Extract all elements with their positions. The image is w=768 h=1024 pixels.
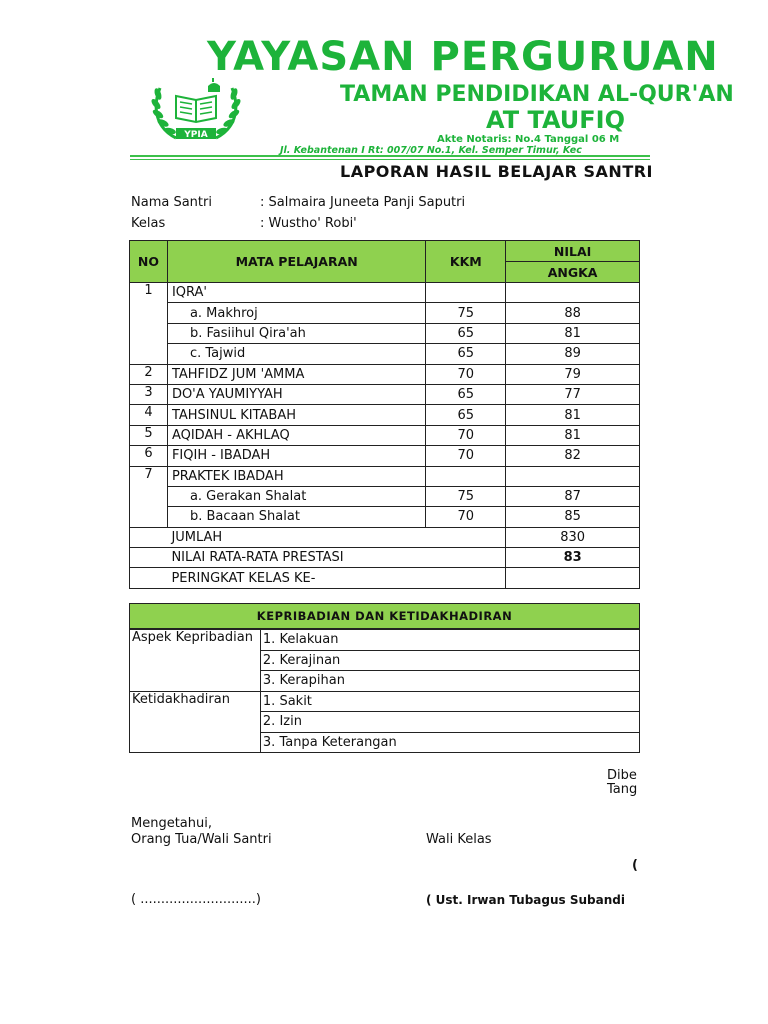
school-name: TAMAN PENDIDIKAN AL-QUR'AN	[340, 82, 734, 107]
subject-name: a. Makhroj	[167, 303, 425, 323]
row-number: 3	[130, 384, 168, 404]
total-label: JUMLAH	[167, 527, 505, 547]
score-value: 81	[506, 405, 640, 425]
kkm-value: 75	[426, 486, 506, 506]
grade-row	[130, 344, 640, 364]
col-header-subject: MATA PELAJARAN	[167, 241, 425, 283]
foundation-title: YAYASAN PERGURUAN	[207, 34, 719, 80]
subject-name: FIQIH - IBADAH	[167, 446, 425, 466]
school-name-2: AT TAUFIQ	[486, 106, 625, 134]
kkm-value: 70	[426, 425, 506, 445]
absence-item: 3. Tanpa Keterangan	[260, 732, 639, 753]
grade-row	[130, 283, 640, 303]
subject-name: c. Tajwid	[167, 344, 425, 364]
header-divider	[130, 155, 650, 157]
subject-name: DO'A YAUMIYYAH	[167, 384, 425, 404]
notary-info: Akte Notaris: No.4 Tanggal 06 M	[437, 134, 620, 145]
header-divider-thin	[130, 159, 650, 160]
subject-name: PRAKTEK IBADAH	[167, 466, 425, 486]
kkm-value	[426, 466, 506, 486]
kkm-value: 65	[426, 344, 506, 364]
score-value: 79	[506, 364, 640, 384]
class-value: : Wustho' Robi'	[260, 216, 357, 231]
average-label: NILAI RATA-RATA PRESTASI	[167, 548, 505, 568]
grade-row	[130, 425, 640, 445]
kkm-value: 70	[426, 446, 506, 466]
row-number: 1	[130, 283, 168, 365]
class-label: Kelas	[131, 216, 166, 231]
student-name-label: Nama Santri	[131, 195, 212, 210]
acknowledged-label: Mengetahui,	[131, 816, 212, 831]
aspect-item: 3. Kerapihan	[260, 671, 639, 692]
score-value: 85	[506, 507, 640, 527]
score-value: 89	[506, 344, 640, 364]
total-value: 830	[506, 527, 640, 547]
col-header-angka: ANGKA	[506, 262, 640, 283]
rank-value	[506, 568, 640, 588]
kkm-value: 75	[426, 303, 506, 323]
student-name-value: : Salmaira Juneeta Panji Saputri	[260, 195, 466, 210]
parent-signature-blank: ( ............................)	[131, 892, 261, 907]
homeroom-label: Wali Kelas	[426, 832, 492, 847]
average-value: 83	[506, 548, 640, 568]
given-at-label: Dibe	[607, 768, 637, 783]
kkm-value: 65	[426, 323, 506, 343]
grades-table	[129, 240, 640, 589]
absence-label: Ketidakhadiran	[130, 691, 261, 753]
grade-row	[130, 466, 640, 486]
school-logo	[146, 78, 246, 142]
subject-name: b. Bacaan Shalat	[167, 507, 425, 527]
row-number: 4	[130, 405, 168, 425]
row-number: 6	[130, 446, 168, 466]
aspect-item: 1. Kelakuan	[260, 629, 639, 650]
score-value: 82	[506, 446, 640, 466]
signature-paren: (	[632, 858, 638, 873]
parent-label: Orang Tua/Wali Santri	[131, 832, 272, 847]
col-header-nilai: NILAI	[506, 241, 640, 262]
grade-row	[130, 323, 640, 343]
kkm-value: 70	[426, 364, 506, 384]
grade-row	[130, 364, 640, 384]
aspect-item: 2. Kerajinan	[260, 650, 639, 671]
col-header-no: NO	[130, 241, 168, 283]
grade-row	[130, 303, 640, 323]
svg-text:YPIA: YPIA	[184, 130, 208, 140]
score-value: 81	[506, 323, 640, 343]
score-value: 88	[506, 303, 640, 323]
report-title: LAPORAN HASIL BELAJAR SANTRI	[340, 162, 653, 181]
absence-item: 2. Izin	[260, 712, 639, 733]
kkm-value: 65	[426, 384, 506, 404]
personality-title: KEPRIBADIAN DAN KETIDAKHADIRAN	[130, 604, 640, 630]
subject-name: IQRA'	[167, 283, 425, 303]
score-value	[506, 466, 640, 486]
address: Jl. Kebantenan I Rt: 007/07 No.1, Kel. Semper Timur, Kec	[280, 145, 582, 156]
date-label: Tang	[607, 782, 638, 797]
aspect-label: Aspek Kepribadian	[130, 629, 261, 691]
row-number: 2	[130, 364, 168, 384]
subject-name: AQIDAH - AKHLAQ	[167, 425, 425, 445]
grade-row	[130, 446, 640, 466]
subject-name: a. Gerakan Shalat	[167, 486, 425, 506]
score-value	[506, 283, 640, 303]
subject-name: b. Fasiihul Qira'ah	[167, 323, 425, 343]
grade-row	[130, 384, 640, 404]
row-number: 5	[130, 425, 168, 445]
absence-item: 1. Sakit	[260, 691, 639, 712]
kkm-value: 70	[426, 507, 506, 527]
row-number: 7	[130, 466, 168, 527]
score-value: 87	[506, 486, 640, 506]
rank-label: PERINGKAT KELAS KE-	[167, 568, 505, 588]
personality-table	[129, 603, 640, 753]
score-value: 81	[506, 425, 640, 445]
col-header-kkm: KKM	[426, 241, 506, 283]
grade-row	[130, 507, 640, 527]
kkm-value: 65	[426, 405, 506, 425]
subject-name: TAHFIDZ JUM 'AMMA	[167, 364, 425, 384]
grade-row	[130, 486, 640, 506]
score-value: 77	[506, 384, 640, 404]
teacher-name: ( Ust. Irwan Tubagus Subandi	[426, 893, 625, 907]
grade-row	[130, 405, 640, 425]
kkm-value	[426, 283, 506, 303]
subject-name: TAHSINUL KITABAH	[167, 405, 425, 425]
